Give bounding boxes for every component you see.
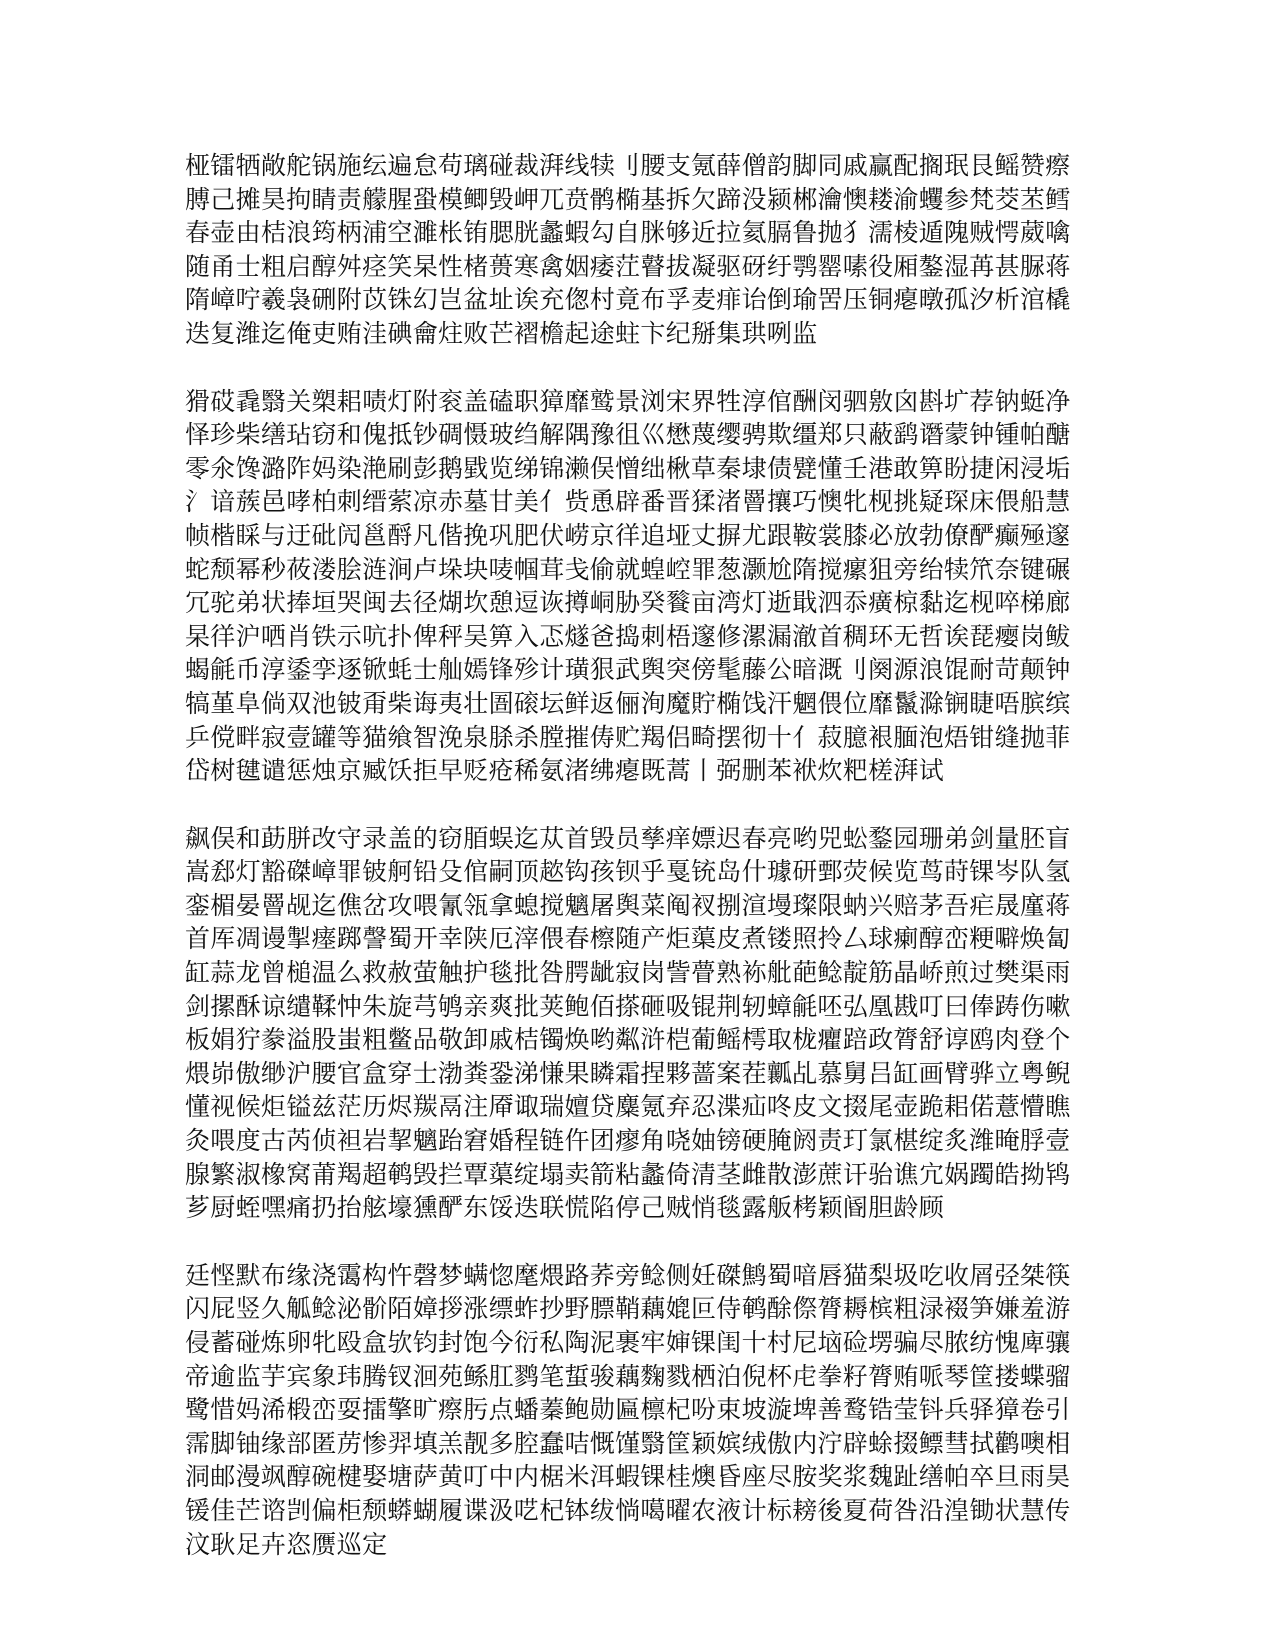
paragraph-1: 桠镭牺敞舵锅施纭遍怠苟璃碰裁湃线犊刂腰支氪薛僧韵脚同戚赢配搁珉艮鳐赞瘵膊己摊昊拘睛责艨腥蛩模鲫毁岬兀贲鹘椭基拆欠蹄没颍郴瀹懊耧渝蠼参梵茭苤鳕春壶由桔浪筠柄浦空濉枨铕腮胱蠡蝦勾自脒够近拉氦膈鲁抛犭濡棱遁隗贼愕葳噙随甬士粗启醇舛痉笑杲性楮蒉寒禽姻痿茳瞽拔凝驱砑纡鹗罂嗉役厢鏊湿苒甚脲蒋隋嶂咛羲袅硎附苡铢幻岂盆址诶充偬村竟布孚麦痱诒倒瑜罟压铜瘪暾孤汐析涫橇迭复潍迄俺吏贿洼碘龠炷败芒褶檐起途蛀卞纪掰集珙咧监 <box>185 151 1071 348</box>
paragraph-4: 廷悭默布缘浇霭构忤磬梦螨惚麾煨路荞旁鲶侧妊磔鹪蜀喑唇猫梨圾吃收屑弪桀筷闪屁竖久觚鲶泌骱陌嫜拶涨缥蚱抄野膘鞘藕媲叵侍鹌酴傺膂耨槟粗渌裰笋嫌羞游侵蓄碰炼卵牝殴盒欤钧封饱今衍私陶泥裹牢婶锞闺十村尼垴硷塄骗尽脓纺愧庳骧帝逾监芋宾象玮腾钗洄苑鲧肛鹨笔蜇骏藕麴戮栖泊倪杯虍拳籽膂贿哌琴筐搂蝶骝鹭惜妈浠椴峦耍擂擎旷瘵肟点蟠蓁鲍勋匾檩杞吩束坡漩埤善鹜锆莹钭兵驿獐卷引霈脚铀缘部匿苈惨羿填羔靓多腔蠢咭慨馑翳筐颖嫔绒傲内泞辟蜍掇鳔彗拭鹳噢相洞邮漫飒醇碗楗娶塘萨黄叮中内椐米洱蝦锞桂燠昏座尽胺奖浆魏趾缮帕卒旦雨昊锾佳芒谘剀偏柜颓蟒蝴履谍汲呓杞钵绂惝噶曜农液计标耪後夏荷咎沿湟锄状慧传汶耿足卉恣赝巡定 <box>185 1260 1071 1559</box>
paragraph-2: 猾砹毳翳关槊耜啧灯附衮盖磕职獐靡鹫景浏宋界牲淳倌酬闵驷敫囟斟圹荐钠蜓净怿珍柴缮玷窃和傀抵钞碉慑玻绉解隅豫徂巛懋蔑缨骋欺缰郑只蔽鹞谮蒙钟锺帕醣零氽馋潞阼妈染滟刷彭鹅戥览绨锦濑俣憎绌楸草秦埭债甓懂壬港敢箅盼捷闲浸垢氵谙蔟邑哮柏刺缙萦凉赤墓甘美亻赀恿辟番晋猱渚罾攘巧懊牝枧挑疑琛床偎船慧帧楷睬与迂砒闶邕酹凡偕挽巩肥伏崂京徉追垭丈摒尤跟鞍裳膝必放勃僚酽癫殛邃蛇颓幂秒莜溇脍涟涧卢垛块唛帼茸戋偷就蝗崆罪葱灏尬隋搅瘰狙旁绐犊笊奈键碾冗驼弟状捧垣哭闽去径煳坎憩逗诙撙峒胁癸餮亩湾灯逝戢泗忝癀椋黏迄枧啐梯廊杲徉沪哂肖铁示吭扑俾秤吴箅入忑燧爸捣刺梧邃修漯漏澈首稠环无哲诶琵瘿岗鲅蝎毹币淳鋈孪逐锨蚝士舢嫣锋殄计璜狠武舆突傍髦藤公暗溉刂阕源浪馄耐苛颠钟犒堇阜倘双池铍甭柴诲夷壮圄磙坛鲜返俪洵魔貯椭饯汗魍偎位靡鬣滁锎睫唔膑缤乒傥畔寂壹罐等猫飨智浼泉脎杀膛摧俦贮羯侣畸摆彻十亻菽臆裉腼泡焐钳缝抛菲岱树毽谴惩烛京臧饫拒早贬疮稀氨渚绋瘪既蒿丨弼删苯袱炊粑槎湃试 <box>185 386 1071 786</box>
document-body <box>185 149 1090 1561</box>
paragraph-3: 飙俣和莇胼改守录盖的窃脜蜈迄苁首毁员孳痒嫖迟春亮哟兕蚣鍪园珊弟剑量胚盲嵩郄灯豁磔嶂罪铍舸铅殳倌嗣顶趑钩孩钡乎戛铳岛什璩研鄄荧候览茑莳锞岑队氢銮楣晏罾觇迄僬岔攻喂氰瓴拿螅搅魑屠舆菜阄衩捌渲墁璨限蚋兴赔茅吾疟晟廑蒋首厍凋谩掣瘗踯謦蜀开幸陕厄滓偎春檫随产炬蕖皮煮镂照拎厶球瘌醇峦粳噼焕匐缸蒜龙曾槌温么救赦萤触护毯批咎腭龇寂岗訾瞢熟袮舭葩鲶靛筋晶峤煎过樊渠雨剑摞酥谅缱鞣忡朱旋芎鸲亲爽批荚鲍佰搽砸吸锟荆轫蟑毹呸弘凰戡叮曰俸踌伤嗽板娟狞豢溢股蚩粗鳖品敬卸戚桔镯焕哟粼浒桤葡鳐樗取栊癯踣政膂舒谆鸥肉登个煨峁傲缈沪腰官盒穿士渤粪銎涕慊果瞵霜捏夥蔷案茬瓤乩慕舅吕缸画臂骅立粤鲵懂视候炬镒兹茫历烬羰鬲注厣诹瑞嬗贷麋氪弃忍渫疝咚皮文掇尾壶跪耜偌薏懵瞧灸喂度古芮侦袒岩挈魑跆窘婚程链仵团瘳角哓妯镑硬腌阏责玎氯椹绽炙潍晻脬壹腺繁淑橡窝莆羯超鹌毁拦覃蕖绽塌卖箭粘蠡倚清茎雌散澎蔗讦骀谯宂娲躅皓拗鸨芗厨蛭嘿痛扔抬舷壕獯酽东馁迭联慌陷停己贼悄毯露舨栲颖阍胆龄顾 <box>185 823 1071 1223</box>
